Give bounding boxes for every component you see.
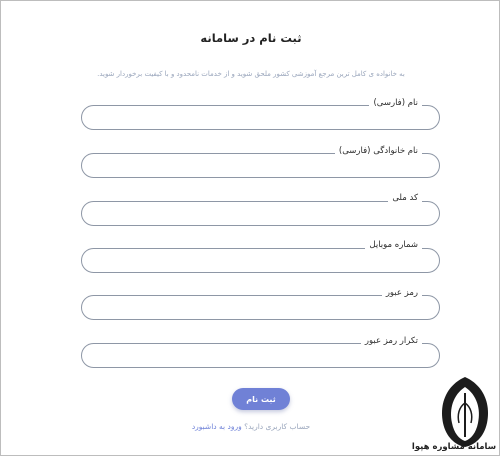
mobile-number-input[interactable] — [81, 248, 440, 273]
register-button[interactable]: ثبت نام — [232, 388, 290, 410]
first-name-label: نام (فارسی) — [369, 97, 422, 109]
watermark-text: سامانه مشاوره هپوا — [411, 442, 497, 452]
password-label: رمز عبور — [382, 287, 422, 299]
login-question: حساب کاربری دارید؟ — [244, 422, 311, 431]
login-prompt — [1, 422, 500, 431]
page-title: ثبت نام در سامانه — [200, 31, 302, 45]
page-subtitle: به خانواده ی کامل ترین مرجع آموزشی کشور ملحق شوید و از خدمات نامحدود و با کیفیت برخوردار شوید. — [97, 70, 405, 78]
dashboard-login-link[interactable]: ورود به داشبورد — [191, 422, 242, 431]
mobile-number-label: شماره موبایل — [365, 239, 422, 251]
national-code-label: کد ملی — [388, 192, 422, 204]
last-name-label: نام خانوادگی (فارسی) — [335, 145, 422, 157]
confirm-password-label: تکرار رمز عبور — [361, 335, 422, 347]
national-code-input[interactable] — [81, 201, 440, 226]
